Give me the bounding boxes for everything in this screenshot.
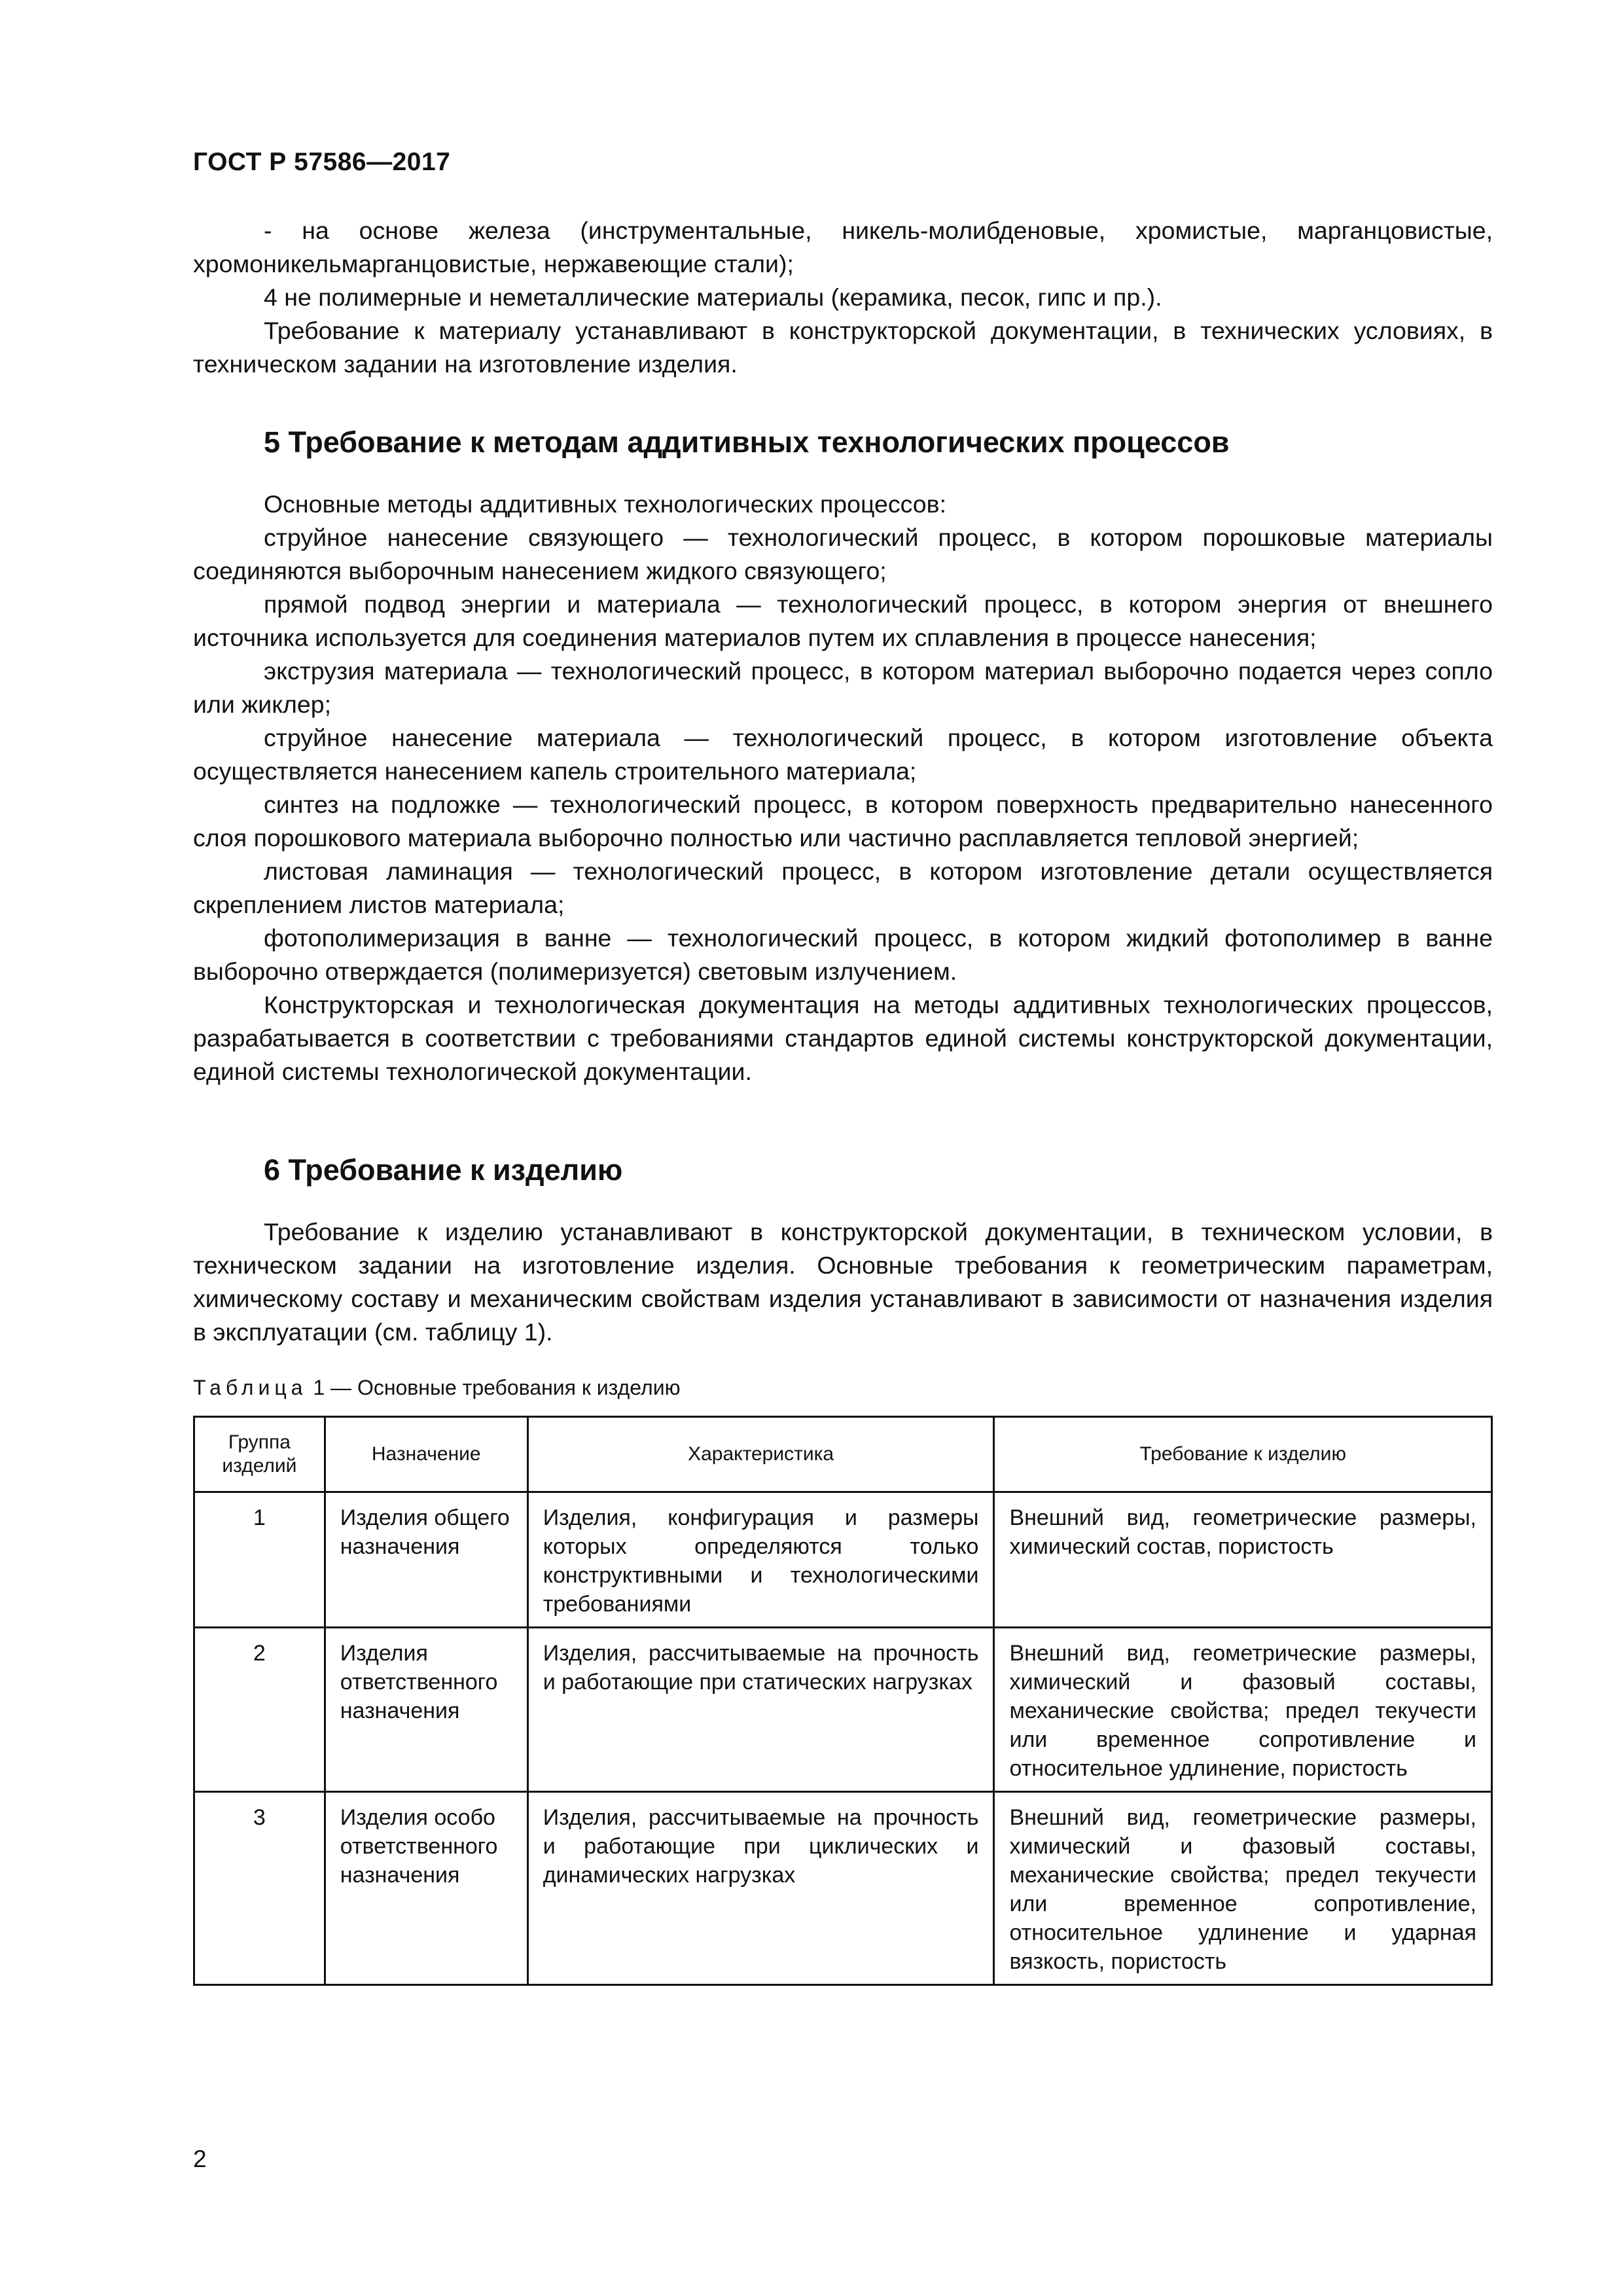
s5-paragraph-documentation: Конструкторская и технологическая документация на методы аддитивных технологических процессов, разрабатывается в соответствии с требованиями стандартов единой системы конструкторской документации, единой системы технологической документации. bbox=[193, 991, 1493, 1085]
s5-paragraph-sheet-lamination: листовая ламинация — технологический процесс, в котором изготовление детали осуществляется скреплением листов материала; bbox=[193, 857, 1493, 918]
section-5-heading: 5 Требование к методам аддитивных технологических процессов bbox=[264, 425, 1230, 459]
cell-requirement: Внешний вид, геометрические размеры, химический и фазовый составы, механические свойства; предел текучести или временное сопротивление, относительное удлинение и ударная вязкость, пористость bbox=[994, 1792, 1492, 1985]
cell-purpose: Изделия особо ответственного назначения bbox=[325, 1792, 527, 1985]
cell-group: 3 bbox=[194, 1792, 325, 1985]
table-caption bbox=[193, 1376, 681, 1400]
cell-requirement: Внешний вид, геометрические размеры, химический и фазовый составы, механические свойства; предел текучести или временное сопротивление и относительное удлинение, пористость bbox=[994, 1628, 1492, 1792]
header-purpose: Назначение bbox=[325, 1417, 527, 1492]
requirements-table bbox=[193, 1416, 1493, 1986]
s5-paragraph-extrusion: экструзия материала — технологический процесс, в котором материал выборочно подается через сопло или жиклер; bbox=[193, 657, 1493, 718]
s5-paragraph-material-jetting: струйное нанесение материала — технологический процесс, в котором изготовление объекта осуществляется нанесением капель строительного материала; bbox=[193, 724, 1493, 785]
s5-paragraph-intro: Основные методы аддитивных технологических процессов: bbox=[264, 490, 946, 518]
cell-characteristic: Изделия, конфигурация и размеры которых определяются только конструктивными и технологическими требованиями bbox=[527, 1492, 994, 1628]
cell-purpose: Изделия ответственного назначения bbox=[325, 1628, 527, 1792]
table-header-row bbox=[194, 1417, 1492, 1492]
table-caption-label: Таблица bbox=[193, 1376, 308, 1399]
header-characteristic: Характеристика bbox=[527, 1417, 994, 1492]
s5-paragraph-powder-bed: синтез на подложке — технологический процесс, в котором поверхность предварительно нанесенного слоя порошкового материала выборочно полностью или частично расплавляется тепловой энергией; bbox=[193, 791, 1493, 852]
standard-designation: ГОСТ Р 57586—2017 bbox=[193, 148, 451, 176]
section-6-body bbox=[193, 1215, 1493, 1349]
cell-characteristic: Изделия, рассчитываемые на прочность и работающие при статических нагрузках bbox=[527, 1628, 994, 1792]
cell-group: 1 bbox=[194, 1492, 325, 1628]
cell-group: 2 bbox=[194, 1628, 325, 1792]
intro-line-nonmetal: 4 не полимерные и неметаллические материалы (керамика, песок, гипс и пр.). bbox=[264, 283, 1162, 311]
cell-characteristic: Изделия, рассчитываемые на прочность и работающие при циклических и динамических нагрузках bbox=[527, 1792, 994, 1985]
header-requirement: Требование к изделию bbox=[994, 1417, 1492, 1492]
intro-line-material-requirement: Требование к материалу устанавливают в конструкторской документации, в технических условиях, в техническом задании на изготовление изделия. bbox=[193, 317, 1493, 378]
s5-paragraph-vat-photopolymerization: фотополимеризация в ванне — технологический процесс, в котором жидкий фотополимер в ванне выборочно отверждается (полимеризуется) световым излучением. bbox=[193, 924, 1493, 985]
intro-block bbox=[193, 214, 1493, 381]
cell-requirement: Внешний вид, геометрические размеры, химический состав, пористость bbox=[994, 1492, 1492, 1628]
s5-paragraph-direct-energy: прямой подвод энергии и материала — технологический процесс, в котором энергия от внешнего источника используется для соединения материалов путем их сплавления в процессе нанесения; bbox=[193, 590, 1493, 651]
table-row bbox=[194, 1492, 1492, 1628]
intro-line-iron: - на основе железа (инструментальные, никель-молибденовые, хромистые, марганцовистые, хромоникельмарганцовистые, нержавеющие стали); bbox=[193, 217, 1493, 278]
table-row bbox=[194, 1792, 1492, 1985]
section-5-body bbox=[193, 488, 1493, 1088]
page-number: 2 bbox=[193, 2145, 207, 2172]
s5-paragraph-binder-jetting: струйное нанесение связующего — технологический процесс, в котором порошковые материалы соединяются выборочным нанесением жидкого связующего; bbox=[193, 524, 1493, 584]
table-row bbox=[194, 1628, 1492, 1792]
cell-purpose: Изделия общего назначения bbox=[325, 1492, 527, 1628]
s6-paragraph: Требование к изделию устанавливают в конструкторской документации, в техническом условии, в техническом задании на изготовление изделия. Основные требования к геометрическим параметрам, химическому составу и механическим свойствам изделия устанавливают в зависимости от назначения изделия в эксплуатации (см. таблицу 1). bbox=[193, 1218, 1493, 1346]
section-6-heading: 6 Требование к изделию bbox=[264, 1153, 623, 1187]
table-caption-title: 1 — Основные требования к изделию bbox=[313, 1376, 681, 1399]
header-group: Группа изделий bbox=[194, 1417, 325, 1492]
